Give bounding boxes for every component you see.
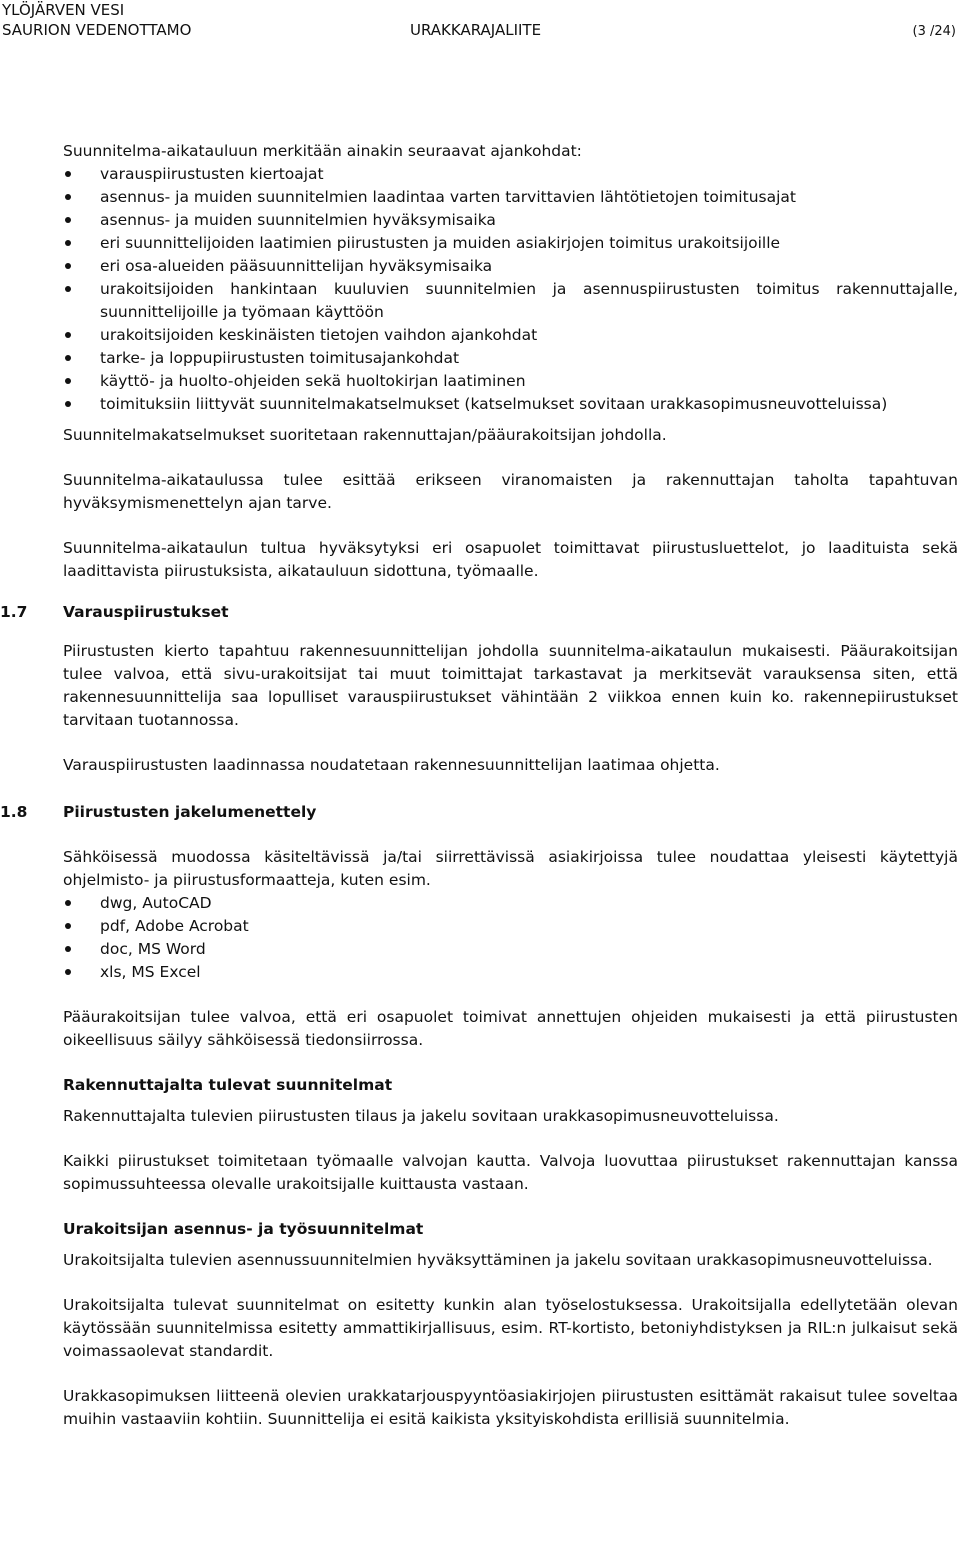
paragraph: Urakkasopimuksen liitteenä olevien urakkatarjouspyyntöasiakirjojen piirustusten esittämät rakaisut tulee soveltaa muihin vastaaviin kohtiin. Suunnittelija ei esitä kaikista yksityiskohdista erillisiä suunnitelmia. — [63, 1387, 958, 1428]
paragraph: Urakoitsijalta tulevien asennussuunnitelmien hyväksyttäminen ja jakelu sovitaan urakkasopimusneuvotteluissa. — [63, 1251, 933, 1269]
list-item: pdf, Adobe Acrobat — [63, 915, 958, 938]
subheading-contractor-plans: Urakoitsijan asennus- ja työsuunnitelmat — [63, 1220, 424, 1238]
schedule-list — [63, 163, 958, 416]
section-title: Varauspiirustukset — [63, 603, 229, 621]
department-name: SAURION VEDENOTTAMO — [2, 21, 192, 39]
paragraph: Suunnitelma-aikataulussa tulee esittää erikseen viranomaisten ja rakennuttajan taholta tapahtuvan hyväksymismenettelyn ajan tarve. — [63, 471, 958, 512]
paragraph: Varauspiirustusten laadinnassa noudatetaan rakennesuunnittelijan laatimaa ohjetta. — [63, 756, 720, 774]
list-item: asennus- ja muiden suunnitelmien hyväksymisaika — [63, 209, 958, 232]
paragraph: Kaikki piirustukset toimitetaan työmaalle valvojan kautta. Valvoja luovuttaa piirustukset rakennuttajan kanssa sopimussuhteessa olevalle urakoitsijalle kuittausta vastaan. — [63, 1152, 958, 1193]
section-heading-1-7 — [0, 601, 958, 624]
paragraph: Rakennuttajalta tulevien piirustusten tilaus ja jakelu sovitaan urakkasopimusneuvotteluissa. — [63, 1107, 779, 1125]
paragraph: Sähköisessä muodossa käsiteltävissä ja/tai siirrettävissä asiakirjoissa tulee noudattaa yleisesti käytettyjä ohjelmisto- ja piirustusformaatteja, kuten esim. — [63, 848, 958, 889]
section-heading-1-8 — [0, 801, 958, 824]
document-body — [0, 140, 958, 1431]
list-item: asennus- ja muiden suunnitelmien laadintaa varten tarvittavien lähtötietojen toimitusajat — [63, 186, 958, 209]
list-item: varauspiirustusten kiertoajat — [63, 163, 958, 186]
list-item: dwg, AutoCAD — [63, 892, 958, 915]
subheading-client-plans: Rakennuttajalta tulevat suunnitelmat — [63, 1076, 393, 1094]
paragraph: Suunnitelma-aikataulun tultua hyväksytyksi eri osapuolet toimittavat piirustusluettelot, jo laadituista sekä laadittavista piirustuksista, aikatauluun sidottuna, työmaalle. — [63, 539, 958, 580]
list-item: tarke- ja loppupiirustusten toimitusajankohdat — [63, 347, 958, 370]
paragraph: Pääurakoitsijan tulee valvoa, että eri osapuolet toimivat annettujen ohjeiden mukaisesti ja että piirustusten oikeellisuus säilyy sähköisessä tiedonsiirrossa. — [63, 1008, 958, 1049]
paragraph: Piirustusten kierto tapahtuu rakennesuunnittelijan johdolla suunnitelma-aikataulun mukaisesti. Pääurakoitsijan tulee valvoa, että sivu-urakoitsijat tai muut toimittajat tarkastavat ja merkitsevät varauksensa siten, että rakennesuunnittelija saa lopulliset varauspiirustukset vähintään 2 viikkoa ennen kuin ko. rakennepiirustukset tarvitaan tuotannossa. — [63, 642, 958, 729]
section-number: 1.7 — [0, 603, 28, 621]
paragraph: Urakoitsijalta tulevat suunnitelmat on esitetty kunkin alan työselostuksessa. Urakoitsijalla edellytetään olevan käytössään suunnitelmissa esitetty ammattikirjallisuus, esim. RT-kortisto, betoniyhdistyksen ja RIL:n julkaisut sekä voimassaolevat standardit. — [63, 1296, 958, 1360]
list-item: eri osa-alueiden pääsuunnittelijan hyväksymisaika — [63, 255, 958, 278]
page-number: (3 /24) — [912, 24, 956, 39]
section-title: Piirustusten jakelumenettely — [63, 803, 317, 821]
list-item: toimituksiin liittyvät suunnitelmakatselmukset (katselmukset sovitaan urakkasopimusneuvotteluissa) — [63, 393, 958, 416]
section-number: 1.8 — [0, 803, 28, 821]
list-item: käyttö- ja huolto-ohjeiden sekä huoltokirjan laatiminen — [63, 370, 958, 393]
list-item: urakoitsijoiden keskinäisten tietojen vaihdon ajankohdat — [63, 324, 958, 347]
list-item: doc, MS Word — [63, 938, 958, 961]
company-name: YLÖJÄRVEN VESI — [2, 1, 125, 19]
list-item: xls, MS Excel — [63, 961, 958, 984]
document-title: URAKKARAJALIITE — [410, 21, 542, 39]
format-list — [63, 892, 958, 984]
schedule-intro: Suunnitelma-aikatauluun merkitään ainakin seuraavat ajankohdat: — [63, 142, 582, 160]
paragraph: Suunnitelmakatselmukset suoritetaan rakennuttajan/pääurakoitsijan johdolla. — [63, 426, 667, 444]
list-item: eri suunnittelijoiden laatimien piirustusten ja muiden asiakirjojen toimitus urakoitsijoille — [63, 232, 958, 255]
list-item: urakoitsijoiden hankintaan kuuluvien suunnitelmien ja asennuspiirustusten toimitus rakennuttajalle, suunnittelijoille ja työmaan käyttöön — [63, 278, 958, 324]
